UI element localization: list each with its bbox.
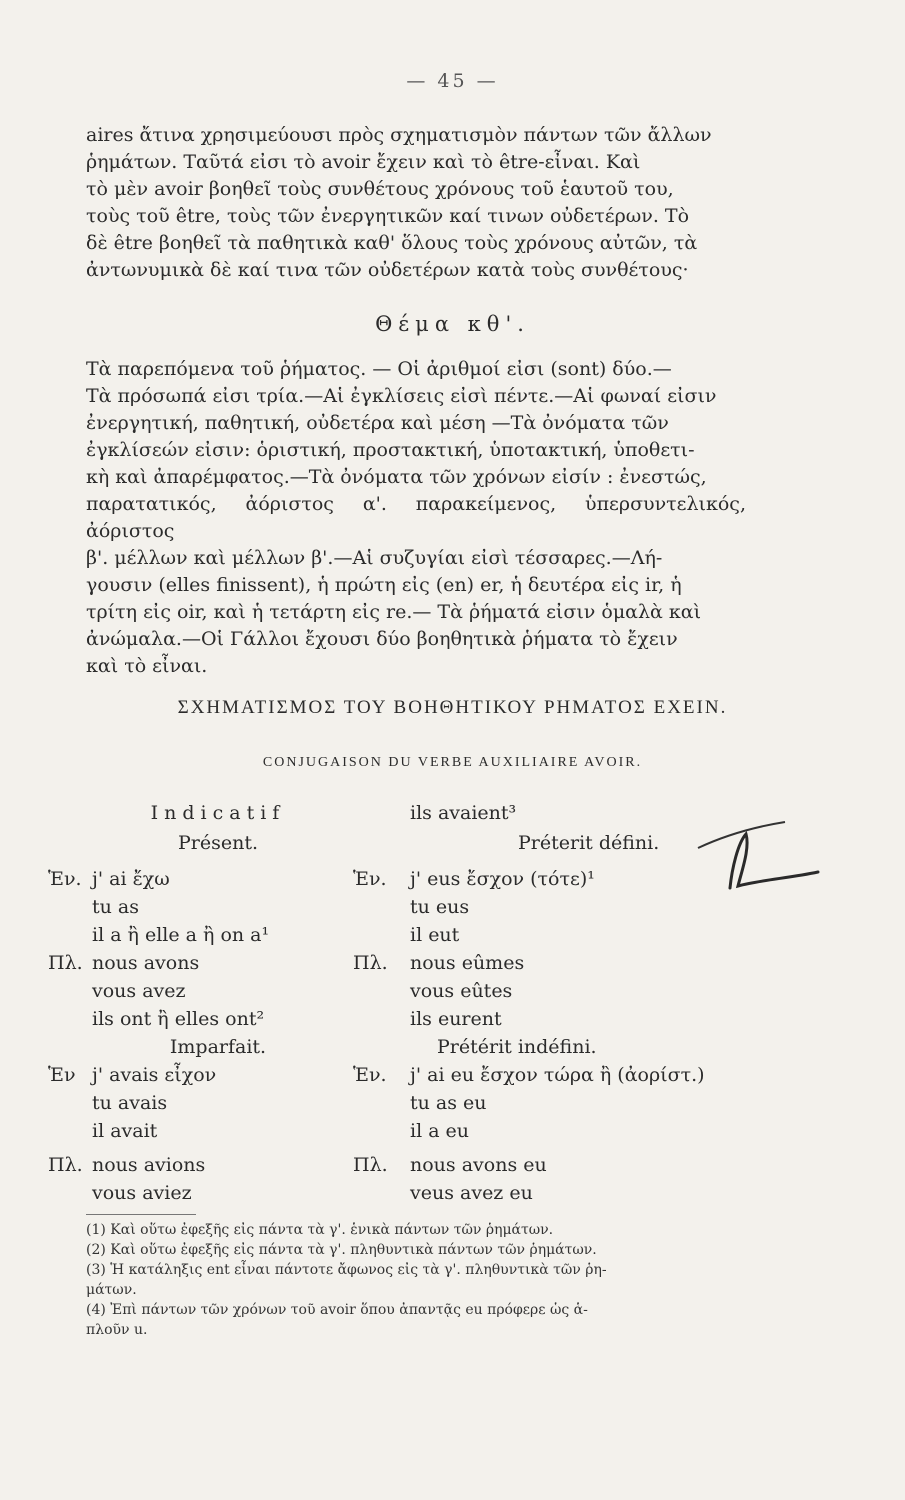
intro-paragraph <box>86 122 746 284</box>
intro-line: τὸ μὲν avoir βοηθεῖ τοὺς συνθέτους χρόνους τοῦ ἑαυτοῦ του, <box>86 178 674 200</box>
lesson-line: Τὰ πρόσωπά εἰσι τρία.—Αἱ ἐγκλίσεις εἰσὶ πέντε.—Αἱ φωναί εἰσιν <box>86 385 717 407</box>
conjugation-form: il a eu <box>410 1120 470 1142</box>
lesson-line: καὶ τὸ εἶναι. <box>86 655 208 677</box>
conjugation-left-column <box>48 802 368 1212</box>
conjugation-form: j' avais εἶχον <box>92 1064 217 1086</box>
conjugation-form: vous eûtes <box>410 980 513 1002</box>
intro-line: τοὺς τοῦ être, τοὺς τῶν ἐνεργητικῶν καί τινων οὐδετέρων. Τὸ <box>86 205 690 227</box>
footnote-line: (1) Καὶ οὕτω ἐφεξῆς εἰς πάντα τὰ γ'. ἑνικὰ πάντων τῶν ῥημάτων. <box>86 1222 554 1238</box>
conjugation-form: tu eus <box>410 896 470 918</box>
conjugation-form: nous avons <box>92 952 200 974</box>
footnote-line: μάτων. <box>86 1282 137 1298</box>
conjugation-form: tu as <box>92 896 139 918</box>
intro-line: ῥημάτων. Ταῦτά εἰσι τὸ avoir ἔχειν καὶ τὸ être-εἶναι. Καὶ <box>86 151 641 173</box>
lesson-heading: Θέμα κθ'. <box>375 312 530 336</box>
footnote-line: (2) Καὶ οὕτω ἐφεξῆς εἰς πάντα τὰ γ'. πληθυντικὰ πάντων τῶν ῥημάτων. <box>86 1242 597 1258</box>
conjugation-form: il eut <box>410 924 460 946</box>
lesson-line: ἀνώμαλα.—Οἱ Γάλλοι ἔχουσι δύο βοηθητικὰ ῥήματα τὸ ἔχειν <box>86 628 678 650</box>
number-prefix: Ἑν <box>48 1064 76 1086</box>
conjugation-form: nous avions <box>92 1154 206 1176</box>
section-title-greek: ΣΧΗΜΑΤΙΣΜΟΣ ΤΟΥ ΒΟΗΘΗΤΙΚΟΥ ΡΗΜΑΤΟΣ ΕΧΕΙΝ. <box>177 697 728 718</box>
lesson-line: παρατατικός, ἀόριστος α'. παρακείμενος, ὑπερσυντελικός, ἀόριστος <box>86 493 746 542</box>
intro-line: δὲ être βοηθεῖ τὰ παθητικὰ καθ' ὅλους τοὺς χρόνους αὐτῶν, τὰ <box>86 232 698 254</box>
lesson-line: τρίτη εἰς oir, καὶ ἡ τετάρτη εἰς re.— Τὰ ῥήματά εἰσιν ὁμαλὰ καὶ <box>86 601 702 623</box>
intro-line: ἀντωνυμικὰ δὲ καί τινα τῶν οὐδετέρων κατὰ τοὺς συνθέτους· <box>86 259 689 281</box>
tense-heading-indefini: Prétérit indéfini. <box>437 1036 597 1058</box>
section-title-french: CONJUGAISON DU VERBE AUXILIAIRE AVOIR. <box>262 755 643 770</box>
number-prefix: Πλ. <box>353 952 388 974</box>
tense-heading-defini: Préterit défini. <box>518 832 660 854</box>
conjugation-form: il avait <box>92 1120 158 1142</box>
lesson-line: ἐγκλίσεών εἰσιν: ὁριστική, προστακτική, ὑποτακτική, ὑποθετι- <box>86 439 695 461</box>
number-prefix: Πλ. <box>48 952 83 974</box>
footnotes <box>86 1220 736 1340</box>
number-prefix: Ἑν. <box>48 868 82 890</box>
footnote-line: (4) Ἐπὶ πάντων τῶν χρόνων τοῦ avoir ὅπου ἀπαντᾷς eu πρόφερε ὡς ἁ- <box>86 1302 588 1318</box>
conjugation-form: j' ai eu ἔσχον τώρα ἢ (ἀορίστ.) <box>410 1064 705 1086</box>
footnote-line: (3) Ἡ κατάληξις ent εἶναι πάντοτε ἄφωνος εἰς τὰ γ'. πληθυντικὰ τῶν ῥη- <box>86 1262 607 1278</box>
number-prefix: Πλ. <box>48 1154 83 1176</box>
conjugation-form: j' ai ἔχω <box>92 868 170 890</box>
conjugation-form: il a ἢ elle a ἢ on a¹ <box>92 924 270 946</box>
number-prefix: Πλ. <box>353 1154 388 1176</box>
handwritten-pen-mark <box>690 808 830 898</box>
footnote-line: πλοῦν u. <box>86 1322 148 1338</box>
tense-heading-present: Présent. <box>177 832 259 854</box>
footnote-divider <box>86 1214 196 1215</box>
conjugation-form: ils avaient³ <box>410 802 517 824</box>
lesson-line: ἐνεργητική, παθητική, οὐδετέρα καὶ μέση —Τὰ ὀνόματα τῶν <box>86 412 669 434</box>
conjugation-form: ils eurent <box>410 1008 502 1030</box>
intro-line: aires ἄτινα χρησιμεύουσι πρὸς σχηματισμὸν πάντων τῶν ἄλλων <box>86 124 712 146</box>
mood-heading: Indicatif <box>150 802 286 824</box>
conjugation-form: vous avez <box>92 980 186 1002</box>
conjugation-form: tu as eu <box>410 1092 487 1114</box>
lesson-line: Τὰ παρεπόμενα τοῦ ῥήματος. — Οἱ ἀριθμοί εἰσι (sont) δύο.— <box>86 358 672 380</box>
conjugation-form: nous eûmes <box>410 952 525 974</box>
number-prefix: Ἑν. <box>353 868 387 890</box>
lesson-line: γουσιν (elles finissent), ἡ πρώτη εἰς (en) er, ἡ δευτέρα εἰς ir, ἡ <box>86 574 682 596</box>
tense-heading-imperfect: Imparfait. <box>169 1036 267 1058</box>
conjugation-form: nous avons eu <box>410 1154 547 1176</box>
conjugation-form: tu avais <box>92 1092 168 1114</box>
page-number: — 45 — <box>406 70 499 92</box>
lesson-line: κὴ καὶ ἀπαρέμφατος.—Τὰ ὀνόματα τῶν χρόνων εἰσίν : ἐνεστώς, <box>86 466 707 488</box>
conjugation-form: veus avez eu <box>410 1182 533 1204</box>
number-prefix: Ἑν. <box>353 1064 387 1086</box>
lesson-paragraph <box>86 356 746 680</box>
conjugation-form: ils ont ἢ elles ont² <box>92 1008 265 1030</box>
conjugation-form: j' eus ἔσχον (τότε)¹ <box>410 868 595 890</box>
conjugation-form: vous aviez <box>92 1182 192 1204</box>
lesson-line: β'. μέλλων καὶ μέλλων β'.—Αἱ συζυγίαι εἰσὶ τέσσαρες.—Λή- <box>86 547 663 569</box>
